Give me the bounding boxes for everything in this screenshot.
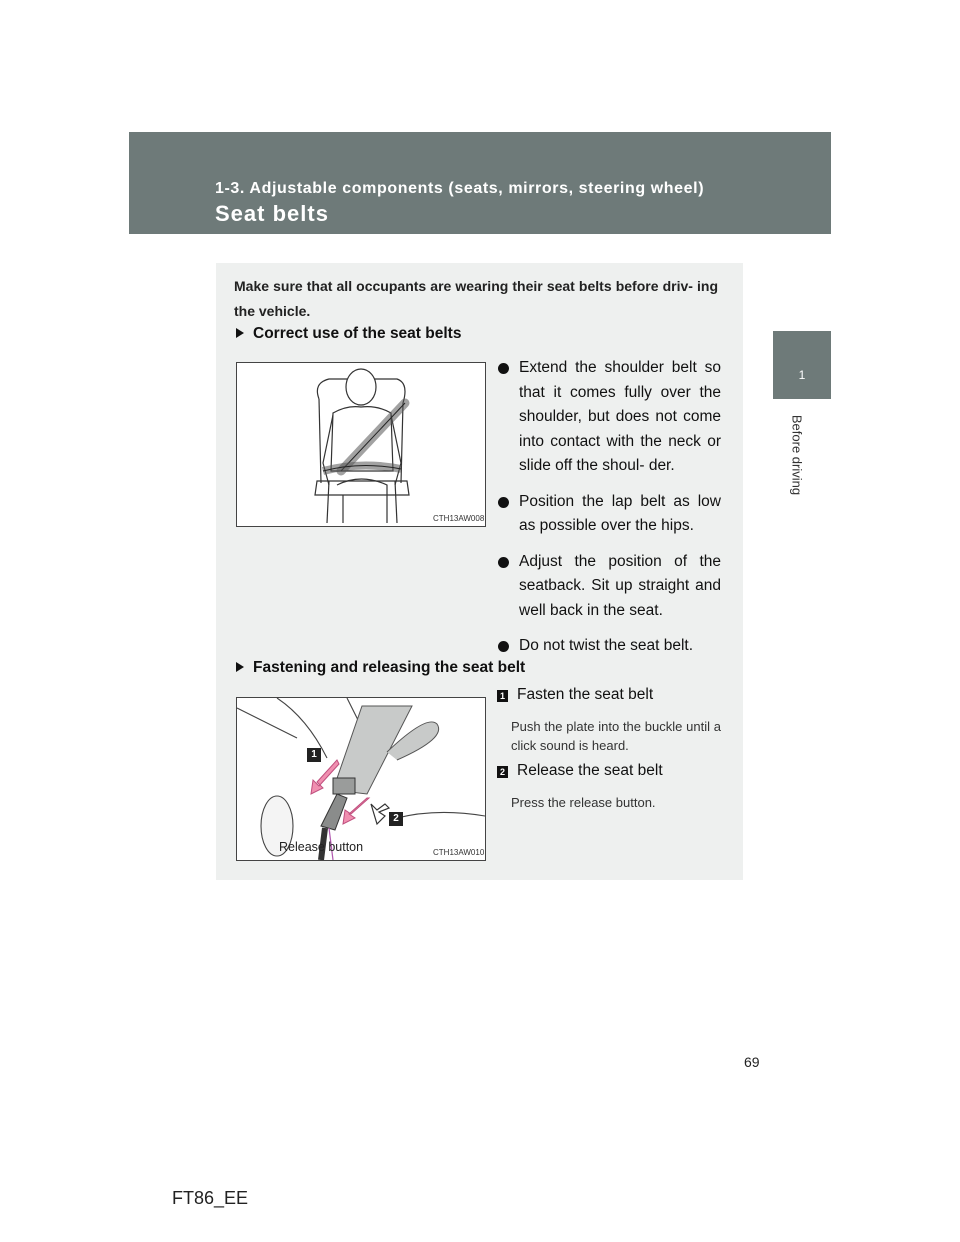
release-button-label: Release button bbox=[279, 840, 364, 854]
intro-text: Make sure that all occupants are wearing their seat belts before driv- ing the vehicle. bbox=[234, 278, 718, 319]
callout-2: 2 bbox=[393, 813, 399, 824]
section-heading-correct-use: Correct use of the seat belts bbox=[236, 325, 461, 343]
image-code: CTH13AW008 bbox=[433, 514, 485, 523]
section-title: 1-3. Adjustable components (seats, mirrors, steering wheel) bbox=[215, 180, 705, 197]
bullet-dot-icon bbox=[498, 641, 509, 652]
chapter-tab[interactable] bbox=[773, 331, 831, 399]
triangle-bullet-icon bbox=[236, 662, 244, 672]
list-item: Adjust the position of the seatback. Sit up straight and well back in the seat. bbox=[497, 550, 721, 624]
page-number: 69 bbox=[744, 1054, 760, 1070]
step-description: Press the release button. bbox=[511, 795, 656, 810]
list-item: Extend the shoulder belt so that it comes fully over the shoulder, but does not come into contact with the neck or slide off the shoul- der. bbox=[497, 356, 721, 479]
step-number-badge: 2 bbox=[497, 766, 508, 778]
list-item: Position the lap belt as low as possible over the hips. bbox=[497, 490, 721, 539]
chapter-label: Before driving bbox=[789, 414, 805, 496]
section-heading-fastening: Fastening and releasing the seat belt bbox=[236, 659, 525, 677]
bullet-dot-icon bbox=[498, 363, 509, 374]
step-title: Fasten the seat belt bbox=[517, 686, 654, 703]
image-code: CTH13AW010 bbox=[433, 848, 485, 857]
bullet-list-correct-use bbox=[497, 356, 721, 670]
bullet-dot-icon bbox=[498, 557, 509, 568]
seatbelt-buckle-icon bbox=[237, 698, 485, 860]
callout-1: 1 bbox=[311, 749, 317, 760]
triangle-bullet-icon bbox=[236, 328, 244, 338]
buckle-illustration bbox=[236, 697, 486, 861]
step-number-badge: 1 bbox=[497, 690, 508, 702]
seatbelt-wearing-illustration bbox=[236, 362, 486, 527]
bullet-dot-icon bbox=[498, 497, 509, 508]
page-title: Seat belts bbox=[215, 201, 329, 226]
chapter-number: 1 bbox=[798, 368, 806, 382]
seated-person-icon bbox=[237, 363, 485, 526]
list-item: Do not twist the seat belt. bbox=[497, 634, 721, 659]
model-code: FT86_EE bbox=[172, 1188, 249, 1208]
step-title: Release the seat belt bbox=[517, 762, 663, 779]
step-description: Push the plate into the buckle until a click sound is heard. bbox=[511, 719, 721, 753]
